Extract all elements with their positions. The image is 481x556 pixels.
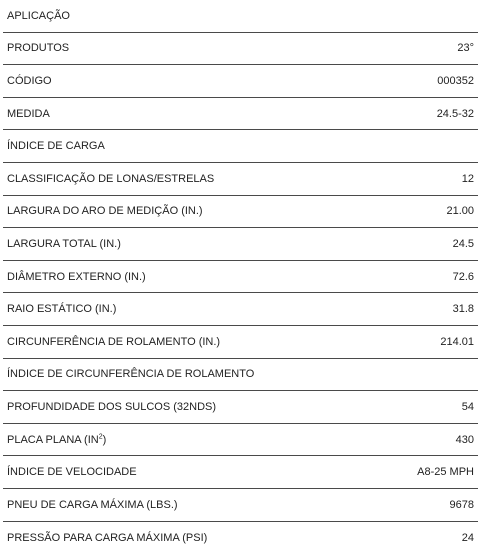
spec-label: MEDIDA (7, 107, 50, 120)
spec-value: 214.01 (440, 335, 474, 348)
spec-label: APLICAÇÃO (7, 9, 70, 22)
spec-label: CIRCUNFERÊNCIA DE ROLAMENTO (IN.) (7, 335, 221, 348)
spec-value: 24.5 (452, 237, 474, 250)
spec-label: LARGURA TOTAL (IN.) (7, 237, 121, 250)
spec-value: 24 (461, 531, 474, 544)
spec-label-suffix: ) (102, 433, 107, 446)
spec-label: PRESSÃO PARA CARGA MÁXIMA (PSI) (7, 531, 208, 544)
spec-value: 430 (455, 433, 474, 446)
spec-row-carga-maxima (3, 489, 478, 522)
spec-label: DIÂMETRO EXTERNO (IN.) (7, 270, 146, 283)
spec-label-superscript: 2 (98, 432, 103, 440)
spec-row-indice-de-carga (3, 130, 478, 163)
spec-row-circunferencia-rolamento (3, 326, 478, 359)
spec-label: LARGURA DO ARO DE MEDIÇÃO (IN.) (7, 205, 203, 218)
spec-label: ÍNDICE DE CARGA (7, 140, 105, 153)
spec-row-placa-plana (3, 424, 478, 457)
spec-row-codigo (3, 65, 478, 98)
spec-row-profundidade-sulcos (3, 391, 478, 424)
spec-label: PRODUTOS (7, 42, 70, 55)
spec-value: A8-25 MPH (417, 466, 474, 479)
spec-label: PNEU DE CARGA MÁXIMA (LBS.) (7, 498, 178, 511)
spec-label: CÓDIGO (7, 74, 52, 87)
spec-value: 54 (461, 400, 474, 413)
spec-label: ÍNDICE DE VELOCIDADE (7, 466, 137, 479)
spec-value: 12 (461, 172, 474, 185)
spec-label-prefix: PLACA PLANA (IN (7, 433, 99, 446)
spec-row-largura-aro (3, 196, 478, 229)
spec-row-diametro-externo (3, 261, 478, 294)
spec-row-aplicacao (3, 0, 478, 33)
spec-table (3, 0, 478, 554)
spec-label (7, 434, 106, 446)
spec-label: ÍNDICE DE CIRCUNFERÊNCIA DE ROLAMENTO (7, 368, 255, 381)
spec-value: 21.00 (446, 205, 474, 218)
spec-row-produtos (3, 33, 478, 66)
spec-value: 23° (457, 42, 474, 55)
spec-row-indice-velocidade (3, 456, 478, 489)
spec-value: 24.5-32 (436, 107, 474, 120)
spec-value: 9678 (449, 498, 474, 511)
spec-value: 31.8 (452, 303, 474, 316)
spec-row-classificacao-lonas (3, 163, 478, 196)
spec-value: 72.6 (452, 270, 474, 283)
spec-value: 000352 (437, 74, 474, 87)
spec-row-raio-estatico (3, 293, 478, 326)
spec-label: PROFUNDIDADE DOS SULCOS (32NDS) (7, 400, 217, 413)
spec-row-indice-circunferencia (3, 359, 478, 392)
spec-label: RAIO ESTÁTICO (IN.) (7, 303, 117, 316)
spec-row-largura-total (3, 228, 478, 261)
spec-label: CLASSIFICAÇÃO DE LONAS/ESTRELAS (7, 172, 215, 185)
spec-row-medida (3, 98, 478, 131)
spec-row-pressao-carga-maxima (3, 522, 478, 555)
